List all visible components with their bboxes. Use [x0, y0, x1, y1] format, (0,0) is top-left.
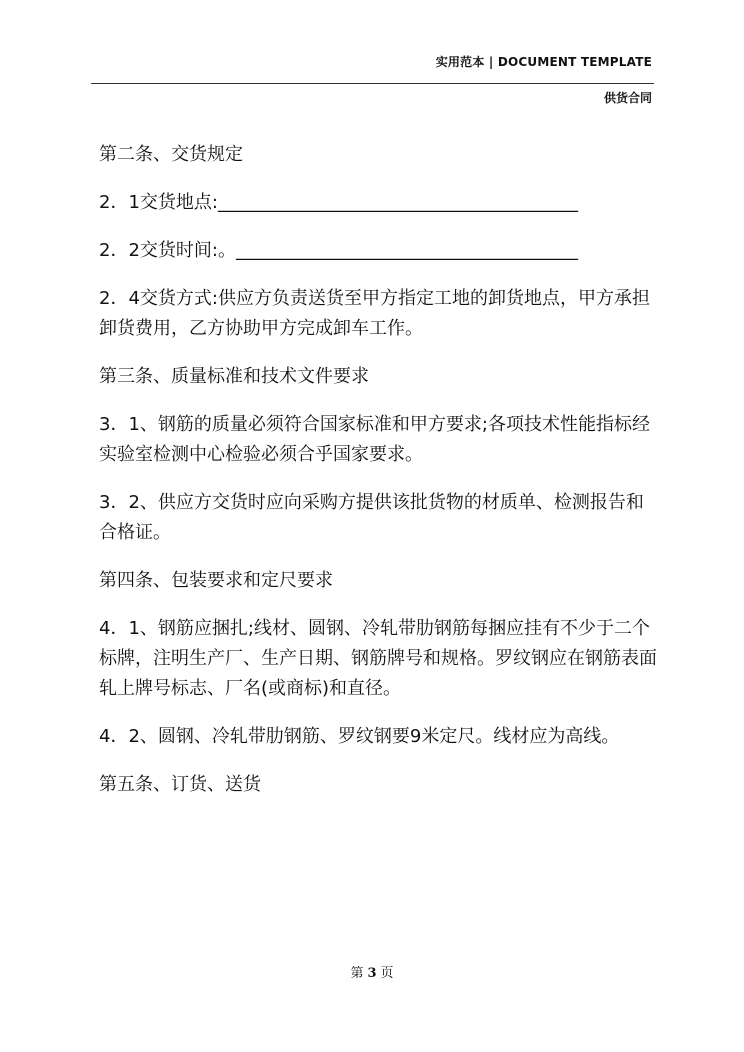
section-heading-quality: 第三条、质量标准和技术文件要求 — [99, 366, 369, 387]
clause-2-4: 2．4交货方式:供应方负责送货至甲方指定工地的卸货地点，甲方承担卸货费用，乙方协助甲方完成卸车工作。 — [99, 288, 650, 339]
footer-prefix: 第 — [350, 966, 364, 981]
clause-2-1: 2．1交货地点:________________________________________ — [99, 192, 578, 213]
clause-4-1: 4．1、钢筋应捆扎;线材、圆钢、冷轧带肋钢筋每捆应挂有不少于二个标牌，注明生产厂、生产日期、钢筋牌号和规格。罗纹钢应在钢筋表面轧上牌号标志、厂名(或商标)和直径。 — [99, 618, 657, 699]
section-heading-ordering: 第五条、订货、送货 — [99, 774, 261, 795]
clause-3-2: 3．2、供应方交货时应向采购方提供该批货物的材质单、检测报告和合格证。 — [99, 492, 644, 543]
page-footer — [0, 962, 744, 981]
clause-3-1: 3．1、钢筋的质量必须符合国家标准和甲方要求;各项技术性能指标经实验室检测中心检验必须合乎国家要求。 — [99, 414, 650, 465]
clause-2-2: 2．2交货时间:。______________________________________ — [99, 240, 578, 261]
header-subtitle: 供货合同 — [603, 91, 652, 105]
header-title: 实用范本 | DOCUMENT TEMPLATE — [435, 55, 652, 69]
section-heading-packaging: 第四条、包装要求和定尺要求 — [99, 570, 333, 591]
section-heading-delivery: 第二条、交货规定 — [99, 144, 243, 165]
header-divider — [91, 83, 654, 84]
footer-suffix: 页 — [380, 966, 394, 981]
document-body — [99, 140, 659, 818]
page-number: 3 — [367, 966, 377, 981]
clause-4-2: 4．2、圆钢、冷轧带肋钢筋、罗纹钢要9米定尺。线材应为高线。 — [99, 726, 620, 747]
